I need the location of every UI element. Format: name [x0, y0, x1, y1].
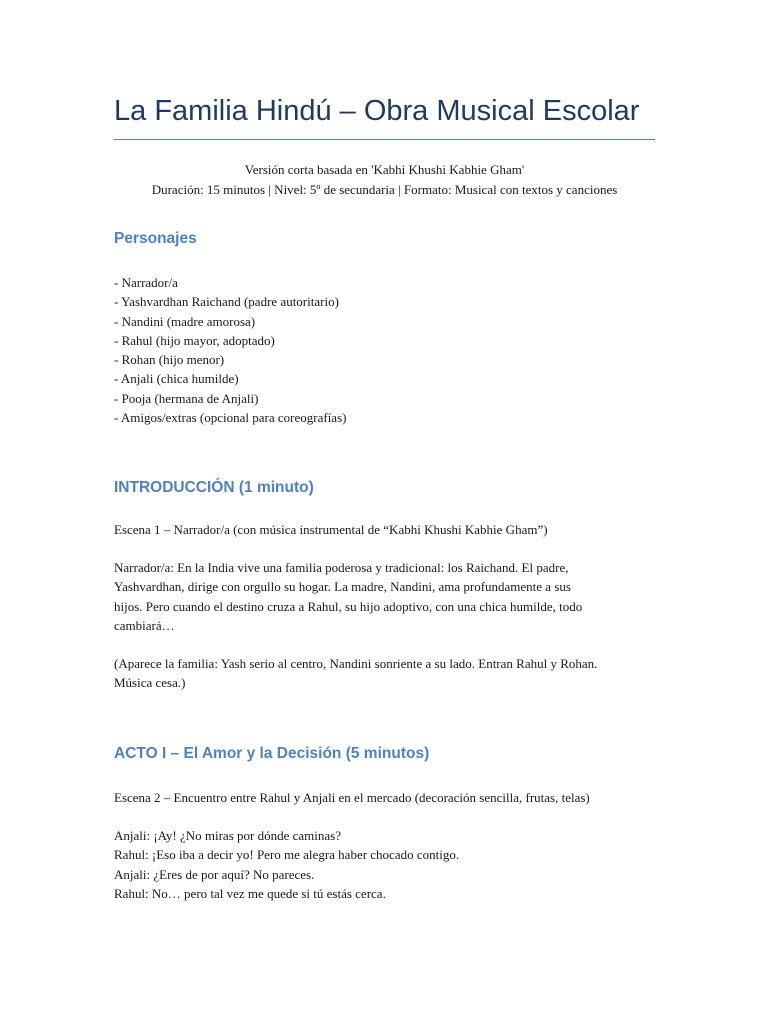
list-item: - Amigos/extras (opcional para coreografías) [114, 410, 347, 426]
list-item: - Pooja (hermana de Anjali) [114, 390, 259, 406]
dialogue-line: Rahul: No… pero tal vez me quede si tú estás cerca. [114, 885, 386, 901]
document-title: La Familia Hindú – Obra Musical Escolar [114, 95, 640, 127]
dialogue-line: Anjali: ¡Ay! ¿No miras por dónde caminas? [114, 828, 341, 843]
list-item: - Narrador/a [114, 275, 178, 290]
list-item: - Rohan (hijo menor) [114, 352, 225, 368]
heading-introduccion: INTRODUCCIÓN (1 minuto) [114, 479, 314, 496]
narration-paragraph: Narrador/a: En la India vive una familia poderosa y tradicional: los Raichand. El padre, Yashvardhan, dirige con orgullo su hogar. La madre, Nandini, ama profundamente a sus hijos. Pero cuando el destino cruza a Rahul, su hijo adoptivo, con una chica humilde, todo cambiará… [114, 560, 583, 633]
list-item: - Rahul (hijo mayor, adoptado) [114, 332, 275, 348]
list-item: - Anjali (chica humilde) [114, 371, 239, 387]
dialogue-line: Rahul: ¡Eso iba a decir yo! Pero me alegra haber chocado contigo. [114, 847, 460, 863]
heading-acto-1: ACTO I – El Amor y la Decisión (5 minutos) [114, 745, 430, 762]
list-item: - Yashvardhan Raichand (padre autoritario) [114, 294, 339, 310]
subtitle-version: Versión corta basada en 'Kabhi Khushi Kabhie Gham' [244, 162, 525, 177]
subtitle-block [114, 160, 655, 200]
scene-1-label: Escena 1 – Narrador/a (con música instrumental de “Kabhi Khushi Kabhie Gham”) [114, 522, 548, 537]
dialogue-line: Anjali: ¿Eres de por aquí? No pareces. [114, 866, 315, 882]
dialogue-block [114, 826, 674, 903]
title-underline [114, 139, 655, 140]
subtitle-details: Duración: 15 minutos | Nivel: 5º de secundaria | Formato: Musical con textos y canciones [151, 182, 618, 197]
character-list [114, 273, 674, 427]
list-item: - Nandini (madre amorosa) [114, 313, 256, 329]
heading-personajes: Personajes [114, 230, 197, 247]
stage-direction: (Aparece la familia: Yash serio al centro, Nandini sonriente a su lado. Entran Rahul y Rohan. Música cesa.) [114, 656, 598, 691]
scene-2-label: Escena 2 – Encuentro entre Rahul y Anjali en el mercado (decoración sencilla, frutas, telas) [114, 790, 590, 805]
